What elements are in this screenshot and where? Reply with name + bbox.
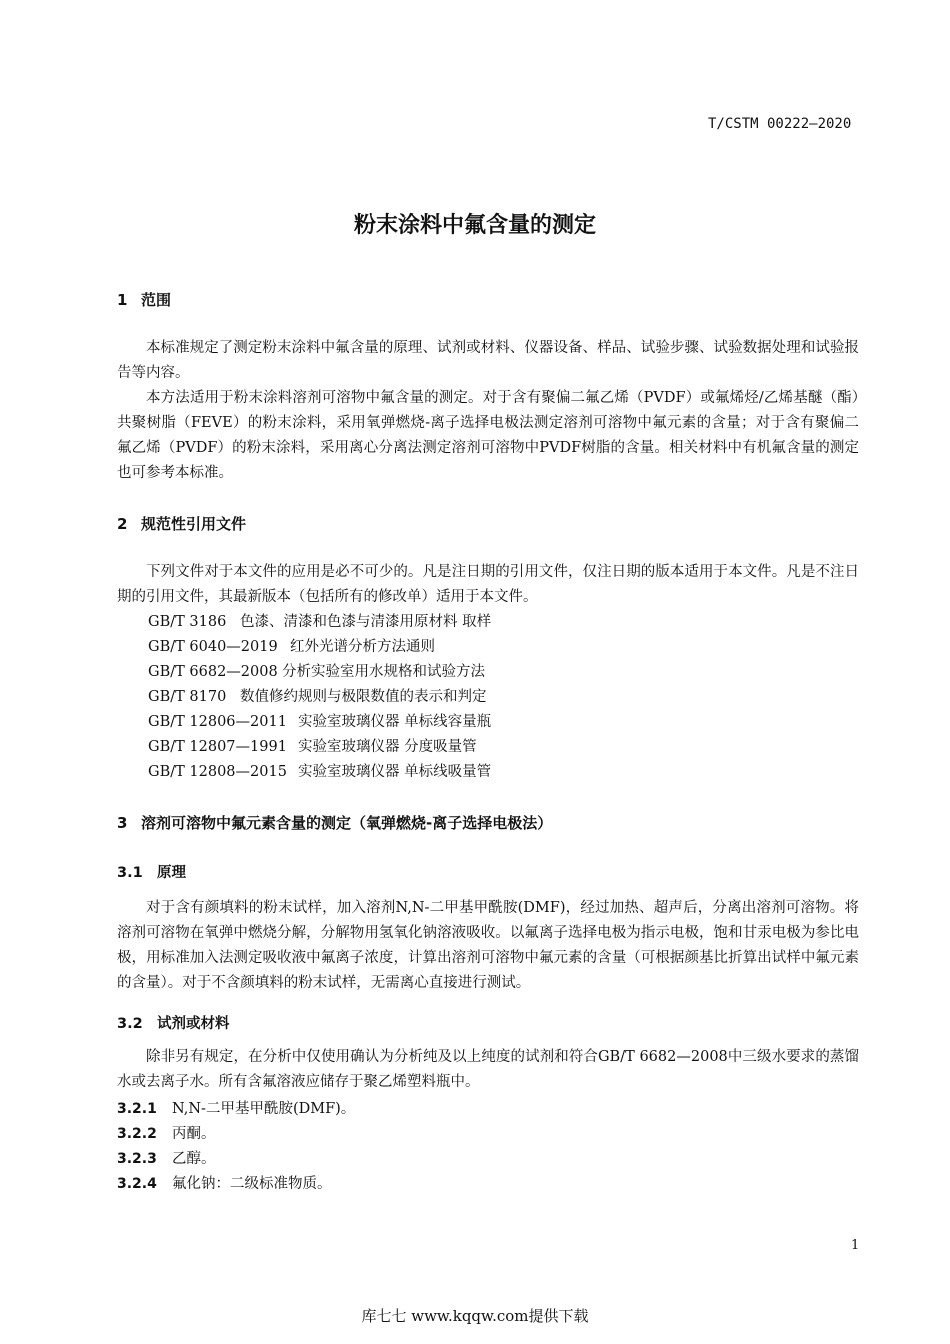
section-title: 溶剂可溶物中氟元素含量的测定（氧弹燃烧-离子选择电极法） [141,814,553,832]
reference-title: 数值修约规则与极限数值的表示和判定 [240,689,487,705]
reference-code: GB/T 3186 [148,614,227,630]
reference-title: 红外光谱分析方法通则 [290,639,435,655]
section-number: 1 [117,291,128,309]
list-item [117,1172,332,1193]
reference-title: 实验室玻璃仪器 单标线吸量管 [298,764,492,780]
reference-code: GB/T 12808—2015 [148,764,287,780]
section-1-paragraph-2: 本方法适用于粉末涂料溶剂可溶物中氟含量的测定。对于含有聚偏二氟乙烯（PVDF）或氟烯烃/乙烯基醚（酯）共聚树脂（FEVE）的粉末涂料，采用氧弹燃烧-离子选择电极法测定溶剂可溶物中氟元素的含量；对于含有聚偏二氟乙烯（PVDF）的粉末涂料，采用离心分离法测定溶剂可溶物中PVDF树脂的含量。相关材料中有机氟含量的测定也可参考本标准。 [117,390,859,481]
list-item [117,1147,216,1168]
section-number: 3.1 [117,865,143,881]
item-number: 3.2.3 [117,1151,157,1167]
document-code: T/CSTM 00222—2020 [708,116,852,132]
reference-item [148,635,435,656]
list-item [117,1122,216,1143]
section-number: 2 [117,515,128,533]
download-footer: 库七七 www.kqqw.com提供下载 [361,1307,589,1325]
reference-code: GB/T 12807—1991 [148,739,287,755]
reference-item [148,685,487,706]
section-title: 规范性引用文件 [141,515,247,533]
reference-item [148,710,491,731]
reference-title: 实验室玻璃仪器 单标线容量瓶 [298,714,492,730]
item-number: 3.2.2 [117,1126,157,1142]
reference-code: GB/T 6040—2019 [148,639,278,655]
document-title: 粉末涂料中氟含量的测定 [353,213,596,238]
reference-title: 分析实验室用水规格和试验方法 [282,664,485,680]
page-number: 1 [851,1238,860,1253]
section-2-heading [117,513,246,534]
item-number: 3.2.1 [117,1101,157,1117]
section-1-heading [117,289,171,310]
section-3-1-paragraph: 对于含有颜填料的粉末试样，加入溶剂N,N-二甲基甲酰胺(DMF)，经过加热、超声后，分离出溶剂可溶物。将溶剂可溶物在氧弹中燃烧分解，分解物用氢氧化钠溶液吸收。以氟离子选择电极为指示电极，饱和甘汞电极为参比电极，用标准加入法测定吸收液中氟离子浓度，计算出溶剂可溶物中氟元素的含量（可根据颜基比折算出试样中氟元素的含量）。对于不含颜填料的粉末试样，无需离心直接进行测试。 [117,900,859,991]
reference-code: GB/T 12806—2011 [148,714,287,730]
item-text: 乙醇。 [172,1151,216,1167]
reference-code: GB/T 6682—2008 [148,664,278,680]
section-3-2-paragraph: 除非另有规定，在分析中仅使用确认为分析纯及以上纯度的试剂和符合GB/T 6682—2008中三级水要求的蒸馏水或去离子水。所有含氟溶液应储存于聚乙烯塑料瓶中。 [117,1049,859,1090]
reference-code: GB/T 8170 [148,689,227,705]
reference-item [148,760,491,781]
section-title: 范围 [141,291,172,309]
reference-item [148,660,485,681]
section-title: 原理 [157,865,186,881]
section-title: 试剂或材料 [157,1016,230,1032]
section-number: 3 [117,814,128,832]
section-3-2-heading [117,1012,230,1033]
list-item [117,1097,355,1118]
reference-title: 实验室玻璃仪器 分度吸量管 [298,739,477,755]
item-text: 丙酮。 [172,1126,216,1142]
item-number: 3.2.4 [117,1176,157,1192]
reference-item [148,735,477,756]
section-2-intro: 下列文件对于本文件的应用是必不可少的。凡是注日期的引用文件，仅注日期的版本适用于本文件。凡是不注日期的引用文件，其最新版本（包括所有的修改单）适用于本文件。 [117,564,859,605]
item-text: N,N-二甲基甲酰胺(DMF)。 [172,1101,356,1117]
section-3-1-heading [117,861,186,882]
item-text: 氟化钠：二级标准物质。 [172,1176,332,1192]
reference-item [148,610,491,631]
section-3-heading [117,812,552,833]
section-1-paragraph-1: 本标准规定了测定粉末涂料中氟含量的原理、试剂或材料、仪器设备、样品、试验步骤、试验数据处理和试验报告等内容。 [117,340,859,381]
section-number: 3.2 [117,1016,143,1032]
reference-title: 色漆、清漆和色漆与清漆用原材料 取样 [240,614,492,630]
